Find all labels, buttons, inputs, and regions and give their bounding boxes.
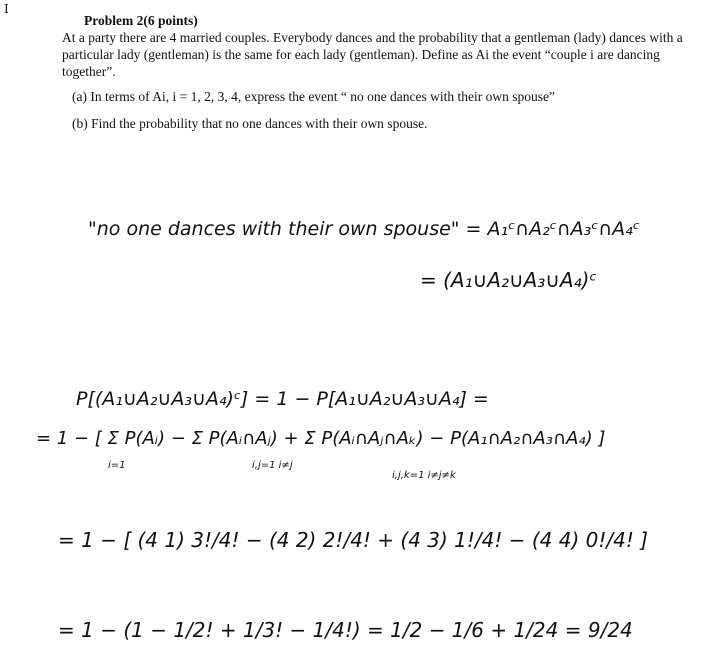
part-b: (b) Find the probability that no one dances with their own spouse.	[72, 116, 428, 131]
handwritten-line-6: = 1 − (1 − 1/2! + 1/3! − 1/4!) = 1/2 − 1/6 + 1/24 = 9/24	[58, 618, 633, 642]
handwritten-line-5: = 1 − [ (4 1) 3!/4! − (4 2) 2!/4! + (4 3) 1!/4! − (4 4) 0!/4! ]	[58, 528, 649, 552]
sum2-limits: i,j=1 i≠j	[252, 460, 293, 471]
handwritten-line-4: = 1 − [ Σ P(Aᵢ) − Σ P(Aᵢ∩Aⱼ) + Σ P(Aᵢ∩Aⱼ∩Aₖ) − P(A₁∩A₂∩A₃∩A₄) ]	[36, 428, 606, 449]
problem-statement	[62, 12, 702, 132]
part-a: (a) In terms of Ai, i = 1, 2, 3, 4, express the event “ no one dances with their own spouse”	[72, 89, 555, 104]
handwritten-line-1: "no one dances with their own spouse" = A₁ᶜ∩A₂ᶜ∩A₃ᶜ∩A₄ᶜ	[88, 218, 640, 240]
sum1-limits: i=1	[108, 460, 126, 471]
handwritten-line-3: P[(A₁∪A₂∪A₃∪A₄)ᶜ] = 1 − P[A₁∪A₂∪A₃∪A₄] =	[76, 388, 489, 410]
sum3-limits: i,j,k=1 i≠j≠k	[392, 470, 456, 481]
problem-text: At a party there are 4 married couples. Everybody dances and the probability that a gentleman (lady) dances with a particular lady (gentleman) is the same for each lady (gentleman). Define as Ai the event “couple i are dancing together”.	[62, 30, 683, 79]
problem-title: Problem 2(6 points)	[84, 13, 198, 28]
corner-mark: I	[4, 2, 9, 16]
handwritten-line-2: = (A₁∪A₂∪A₃∪A₄)ᶜ	[420, 268, 597, 292]
